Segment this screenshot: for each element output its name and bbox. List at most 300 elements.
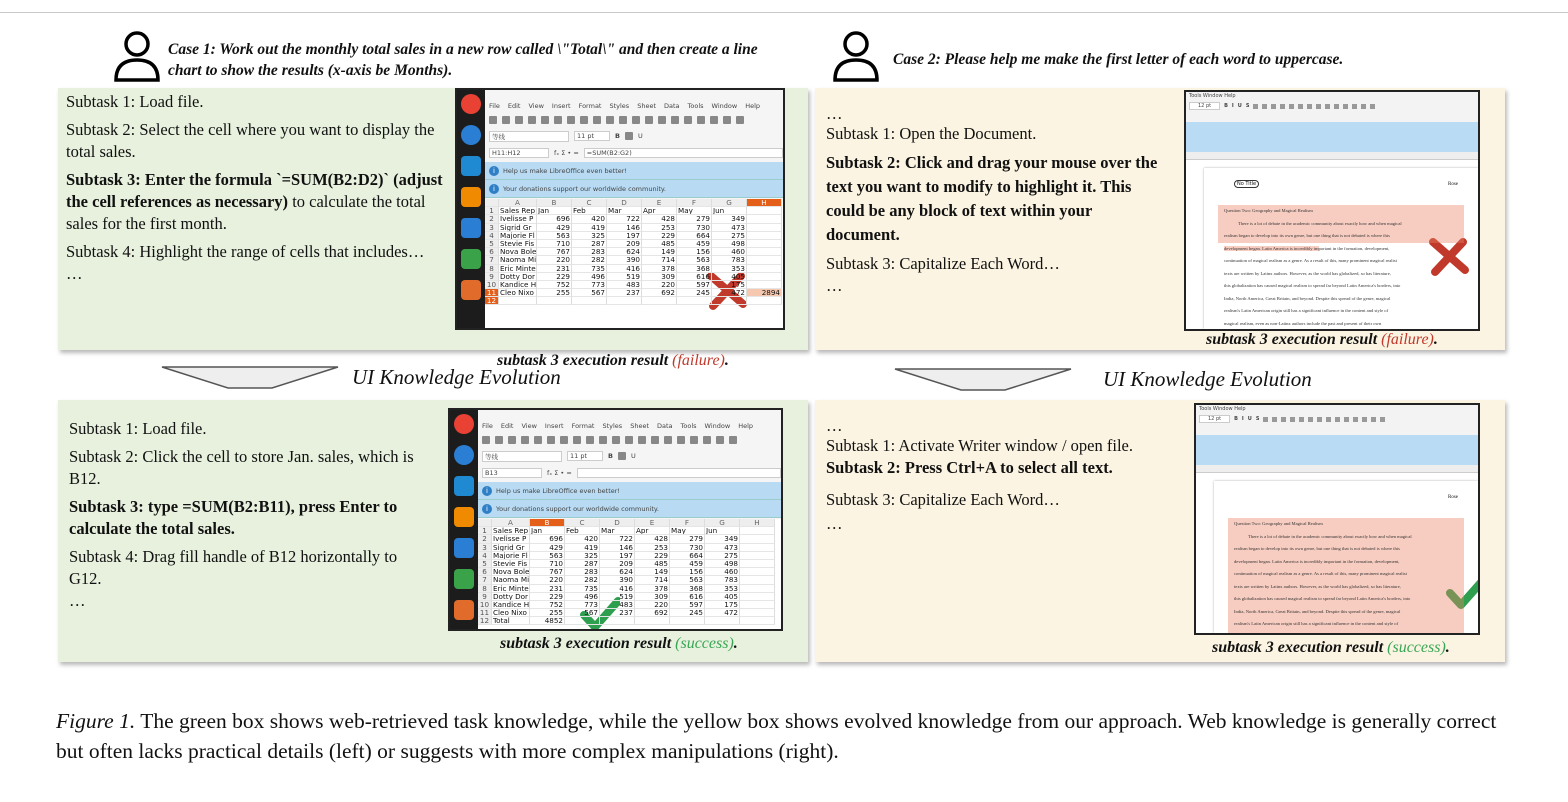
down-arrow-icon: [160, 364, 340, 390]
cell: Cleo Nixo: [499, 289, 537, 297]
ellipsis: …: [826, 104, 843, 123]
cell: 473: [705, 544, 740, 552]
row-number: 2: [478, 535, 492, 543]
function-icons: fₓ Σ • =: [547, 469, 572, 477]
cell: 783: [712, 256, 747, 264]
result-suffix: .: [724, 352, 729, 369]
cell: 567: [565, 609, 600, 617]
menu-file[interactable]: File: [489, 102, 500, 110]
table-row: [485, 215, 783, 223]
menu-help[interactable]: Help: [738, 422, 754, 430]
toolbar-button-icon: [723, 116, 731, 124]
toolbar-button-icon: [1290, 417, 1295, 422]
row-number: 8: [478, 585, 492, 593]
evolved-knowledge-case-2: [826, 415, 1166, 541]
subtask-4: Subtask 4: Highlight the range of cells that includes…: [66, 242, 425, 261]
info-text: Your donations support our worldwide community.: [496, 504, 659, 513]
toolbar-button-icon: [1298, 104, 1303, 109]
toolbar-button-icon: [1326, 417, 1331, 422]
cell: 175: [712, 281, 747, 289]
result-caption-failure: [1206, 331, 1438, 349]
cell: 282: [565, 576, 600, 584]
toolbar-button-icon: [534, 436, 542, 444]
subtask-3-bold: Subtask 3: Enter the formula `=SUM(B2:D2)` (adjust the cell references as necessary): [66, 170, 443, 211]
toolbar-button-icon: [1280, 104, 1285, 109]
font-name-box[interactable]: 等线: [489, 131, 569, 142]
subtask-1: Subtask 1: Activate Writer window / open file.: [826, 436, 1133, 455]
row-number: 9: [478, 593, 492, 601]
cell: [499, 297, 537, 305]
menu-window[interactable]: Window: [704, 422, 731, 430]
font-toolbar: [478, 450, 781, 462]
cell: Nova Bole: [500, 248, 537, 257]
toolbar-button-icon: [1343, 104, 1348, 109]
success-label: (success): [675, 635, 734, 652]
document-line: texts are written by Latinx authors. However, as the world has globalized, so has literature,: [1224, 270, 1391, 276]
toolbar-button-icon: [1353, 417, 1358, 422]
cell: 459: [670, 560, 705, 568]
cell: [635, 617, 670, 625]
cell: [747, 232, 782, 240]
cell: 416: [600, 585, 635, 593]
toolbar-button-icon: [1344, 417, 1349, 422]
cell: 472: [705, 609, 740, 617]
toolbar-button-icon: [1325, 104, 1330, 109]
menu-view[interactable]: View: [528, 102, 544, 110]
web-knowledge-case-1: [66, 91, 451, 291]
cell: 519: [600, 593, 635, 601]
toolbar-button-icon: [554, 116, 562, 124]
name-box[interactable]: B13: [482, 468, 542, 478]
toolbar-button-icon: [1361, 104, 1366, 109]
cell: 563: [530, 552, 565, 560]
cell: 309: [635, 593, 670, 601]
info-text: Your donations support our worldwide community.: [503, 184, 666, 193]
toolbar-button-icon: [1289, 104, 1294, 109]
document-line: India, North America, Great Britain, and beyond. Despite this spread of the genre, magical: [1224, 295, 1391, 301]
cell: [572, 297, 607, 305]
document-line: this globalization has caused magical realism to spread far beyond Latin America's borders, into: [1228, 593, 1464, 606]
cell: 459: [677, 240, 712, 248]
document-line: realism began to develop into its own genre, but one thing that is not debated is where this: [1228, 543, 1464, 556]
italic-button-icon: [618, 452, 626, 460]
toolbar-button-icon: [580, 116, 588, 124]
cell: Jan: [537, 207, 572, 215]
cell: Total: [492, 617, 530, 625]
cell: 563: [537, 232, 572, 240]
row-number: 1: [485, 207, 499, 215]
app-dock: [457, 90, 485, 328]
cell: 209: [600, 560, 635, 568]
toolbar-button-icon: [1362, 417, 1367, 422]
vlc-icon: [461, 187, 481, 207]
toolbar-button-icon: [573, 436, 581, 444]
cell: 197: [607, 232, 642, 240]
cell: [712, 297, 747, 305]
selected-text: development began. Latin America is incredibly im: [1224, 245, 1319, 251]
text: portant in the formation, development,: [1318, 245, 1390, 251]
column-header-E: E: [642, 199, 677, 207]
cell: 229: [537, 273, 572, 281]
column-header-G: G: [705, 519, 740, 527]
cell: 253: [635, 544, 670, 552]
toolbar-button-icon: [703, 436, 711, 444]
menu-edit[interactable]: Edit: [507, 102, 521, 110]
cell: [747, 224, 782, 232]
cell: 275: [712, 232, 747, 240]
subtask-3-rest: to calculate the total sales for the first month.: [66, 192, 426, 233]
menu-insert[interactable]: Insert: [551, 102, 571, 110]
spreadsheet-grid: [478, 519, 781, 629]
document-line: There is a lot of debate in the academic community about exactly how and when magical: [1228, 531, 1464, 544]
document-line: realism's Latin American origin still has a significant influence in the content and style of: [1224, 308, 1389, 313]
subtask-4: Subtask 4: Drag fill handle of B12 horizontally to G12.: [69, 547, 398, 588]
row-number: 1: [478, 527, 492, 535]
failure-label: (failure): [1381, 331, 1434, 348]
format-button-B: B: [1224, 103, 1228, 109]
cell: [740, 617, 775, 625]
row-number: 9: [485, 273, 499, 281]
cell: 460: [705, 568, 740, 576]
info-text: Help us make LibreOffice even better!: [496, 486, 621, 495]
function-icons: fₓ Σ • =: [554, 149, 579, 157]
column-header-A: A: [492, 519, 530, 527]
toolbar-button-icon: [1272, 417, 1277, 422]
document-line: [1228, 631, 1464, 636]
cell: 146: [607, 224, 642, 232]
cell: 616: [677, 273, 712, 281]
menu-tools[interactable]: Tools: [680, 422, 697, 430]
writer-toolbar: [1196, 405, 1478, 435]
cell: [747, 207, 782, 215]
cell: [670, 617, 705, 625]
subtask-3: Subtask 3: type =SUM(B2:B11), press Enter to calculate the total sales.: [69, 497, 398, 538]
cell: 773: [572, 281, 607, 289]
cell: Naoma Mi: [493, 576, 530, 585]
column-header-row: [485, 199, 783, 207]
column-header-D: D: [600, 519, 635, 527]
figure-label: Figure 1.: [56, 709, 136, 733]
row-number: 3: [485, 224, 499, 232]
cell: 428: [635, 535, 670, 543]
table-row: [485, 265, 783, 273]
cell: Sigrid Gr: [499, 224, 537, 232]
evolution-label: UI Knowledge Evolution: [1103, 367, 1312, 391]
calc-window: [478, 410, 781, 629]
cell: [607, 297, 642, 305]
table-row: [485, 273, 783, 281]
document-line: continuation of magical realism as a genre. As a result of this, many prominent magical realist: [1224, 258, 1397, 263]
cell: Dotty Dor: [493, 592, 528, 601]
table-row: [485, 256, 783, 264]
cell: 664: [670, 552, 705, 560]
cell: Jan: [530, 527, 565, 535]
evolved-knowledge-case-1: [69, 418, 429, 618]
cell: Kandice H: [493, 600, 530, 609]
table-row: [485, 224, 783, 232]
font-name-box[interactable]: 等线: [482, 451, 562, 462]
result-caption-success: [1212, 639, 1450, 657]
menu-format[interactable]: Format: [571, 422, 595, 430]
toolbar-button-icon: [502, 116, 510, 124]
cell: 420: [572, 215, 607, 223]
cell: 696: [537, 215, 572, 223]
cell: 353: [705, 585, 740, 593]
calc-window: [485, 90, 783, 328]
table-row: [478, 576, 781, 584]
menu-styles[interactable]: Styles: [609, 102, 630, 110]
menu-styles[interactable]: Styles: [602, 422, 623, 430]
row-number: 5: [485, 240, 499, 248]
cell: 783: [705, 576, 740, 584]
cell: 563: [677, 256, 712, 264]
info-icon: i: [482, 486, 492, 496]
user-icon: [832, 30, 880, 82]
row-number: 10: [478, 601, 492, 609]
result-caption-success: [500, 635, 738, 653]
cell: 378: [642, 265, 677, 273]
menu-edit[interactable]: Edit: [500, 422, 514, 430]
column-header-F: F: [670, 519, 705, 527]
row-number: 11: [485, 289, 499, 297]
cell: 231: [537, 265, 572, 273]
row-number: 5: [478, 560, 492, 568]
cell: 279: [677, 215, 712, 223]
document-line: There is a lot of debate in the academic community about exactly how and when magical: [1218, 218, 1464, 231]
toolbar-button-icon: [619, 116, 627, 124]
result-suffix: .: [1445, 639, 1450, 656]
cell: 664: [677, 232, 712, 240]
column-header-G: G: [712, 199, 747, 207]
toolbar-button-icon: [658, 116, 666, 124]
cell: [705, 617, 740, 625]
toolbar-button-icon: [1317, 417, 1322, 422]
table-row: [478, 593, 781, 601]
font-size-box[interactable]: 11 pt: [574, 131, 610, 141]
formula-input[interactable]: =SUM(B2:G2): [584, 148, 783, 158]
formula-bar: [485, 147, 783, 159]
cell: [600, 617, 635, 625]
cell: 710: [537, 240, 572, 248]
document-line: texts are written by Latinx authors. However, as the world has globalized, so has literature,: [1228, 581, 1464, 594]
toolbar-button-icon: [528, 116, 536, 124]
toolbar-button-icon: [489, 116, 497, 124]
cell: 149: [642, 248, 677, 256]
cell: Mar: [607, 207, 642, 215]
cell: 767: [537, 248, 572, 256]
cell: 567: [572, 289, 607, 297]
toolbar-button-icon: [638, 436, 646, 444]
table-row: [478, 552, 781, 560]
subtask-2: Subtask 2: Click and drag your mouse over the text you want to modify to highlight it. This could be any block of text within your document.: [826, 153, 1158, 244]
column-header-H: H: [747, 199, 782, 207]
cell: 197: [600, 552, 635, 560]
table-row: [478, 535, 781, 543]
cell: 597: [670, 601, 705, 609]
impress-icon: [454, 600, 474, 620]
cell: 752: [537, 281, 572, 289]
cell: Jun: [712, 207, 747, 215]
cell: 390: [600, 576, 635, 584]
menu-sheet[interactable]: Sheet: [630, 422, 649, 430]
menu-bar: Tools Window Help: [1199, 406, 1246, 412]
menu-sheet[interactable]: Sheet: [637, 102, 656, 110]
table-row: [478, 601, 781, 609]
ellipsis: …: [69, 591, 86, 610]
menu-window[interactable]: Window: [711, 102, 738, 110]
cell: 2894: [747, 289, 782, 297]
toolbar-button-icon: [677, 436, 685, 444]
table-row: [485, 207, 783, 215]
toolbar-button-icon: [586, 436, 594, 444]
cell: 472: [712, 289, 747, 297]
row-number: 4: [485, 232, 499, 240]
top-rule: [0, 12, 1568, 13]
toolbar: [478, 434, 781, 446]
toolbar-button-icon: [599, 436, 607, 444]
menu-help[interactable]: Help: [745, 102, 761, 110]
row-number: 12: [478, 617, 492, 625]
cell: 416: [607, 265, 642, 273]
cell: 483: [607, 281, 642, 289]
case-1-title: Case 1: Work out the monthly total sales in a new row called \"Total\" and then create a line chart to show the results (x-axis be Months).: [168, 41, 758, 79]
toolbar-button-icon: [547, 436, 555, 444]
cell: Jun: [705, 527, 740, 535]
row-number: 7: [478, 576, 492, 584]
toolbar-button-icon: [508, 436, 516, 444]
toolbar-button-icon: [1380, 417, 1385, 422]
cell: 349: [712, 215, 747, 223]
result-suffix: .: [1433, 331, 1438, 348]
cell: 253: [642, 224, 677, 232]
subtask-3: Subtask 3: Capitalize Each Word…: [826, 490, 1060, 509]
ellipsis: …: [66, 264, 83, 283]
cell: 692: [642, 289, 677, 297]
subtask-1: Subtask 1: Load file.: [66, 92, 204, 111]
menu-bar: [478, 422, 781, 430]
writer-icon: [461, 218, 481, 238]
toolbar-button-icon: [632, 116, 640, 124]
cell: [740, 527, 775, 535]
toolbar-button-icon: [482, 436, 490, 444]
cell: [740, 609, 775, 617]
corner: [485, 199, 499, 207]
format-button-U: U: [1237, 103, 1242, 109]
menu-insert[interactable]: Insert: [544, 422, 564, 430]
ruler: [1196, 465, 1478, 473]
cell: 498: [712, 240, 747, 248]
toolbar: [485, 114, 783, 126]
column-header-A: A: [499, 199, 537, 207]
row-number: 6: [485, 248, 499, 256]
failure-label: (failure): [672, 352, 725, 369]
cell: 473: [712, 224, 747, 232]
cell: [747, 297, 782, 305]
cell: 325: [572, 232, 607, 240]
cell: 156: [677, 248, 712, 256]
column-header-E: E: [635, 519, 670, 527]
info-icon: i: [489, 184, 499, 194]
toolbar-button-icon: [1281, 417, 1286, 422]
table-row: [478, 617, 781, 625]
result-prefix: subtask 3 execution result: [1206, 331, 1382, 348]
toolbar-button-icon: [1262, 104, 1267, 109]
cell: 419: [572, 224, 607, 232]
subtask-2: Subtask 2: Select the cell where you want to display the total sales.: [66, 120, 435, 161]
writer-toolbar: [1186, 92, 1478, 122]
name-box[interactable]: H11:H12: [489, 148, 549, 158]
cell: Sigrid Gr: [492, 544, 530, 552]
toolbar-button-icon: [1253, 104, 1258, 109]
toolbar-button-icon: [1316, 104, 1321, 109]
cell: Stevie Fis: [499, 240, 537, 248]
column-header-C: C: [565, 519, 600, 527]
document-line: development began. Latin America is incredibly important in the formation, development,: [1228, 556, 1464, 569]
cell: 209: [607, 240, 642, 248]
cell: 696: [530, 535, 565, 543]
cell: 730: [670, 544, 705, 552]
cell: 420: [565, 535, 600, 543]
toolbar-button-icon: [664, 436, 672, 444]
menu-data[interactable]: Data: [664, 102, 680, 110]
formula-bar: [478, 467, 781, 479]
menu-data[interactable]: Data: [657, 422, 673, 430]
document-page: [1204, 168, 1478, 329]
cell: Apr: [635, 527, 670, 535]
font-toolbar: [485, 130, 783, 142]
row-number: 7: [485, 256, 499, 264]
result-suffix: .: [733, 635, 738, 652]
row-number: 8: [485, 265, 499, 273]
row-number: 3: [478, 544, 492, 552]
font-size-box[interactable]: 11 pt: [567, 451, 603, 461]
app-dock: [450, 410, 478, 629]
menu-tools[interactable]: Tools: [687, 102, 704, 110]
table-row: [478, 568, 781, 576]
format-button-I: I: [1231, 103, 1234, 109]
toolbar-button-icon: [1271, 104, 1276, 109]
toolbar-button-icon: [645, 116, 653, 124]
vlc-icon: [454, 507, 474, 527]
subtask-2: Subtask 2: Click the cell to store Jan. sales, which is B12.: [69, 447, 414, 488]
cell: [747, 273, 782, 281]
cell: 428: [642, 215, 677, 223]
result-prefix: subtask 3 execution result: [497, 352, 673, 369]
underline-button: U: [630, 452, 636, 460]
cell: 616: [670, 593, 705, 601]
cell: 255: [537, 289, 572, 297]
table-row: [485, 289, 783, 297]
cell: 149: [635, 568, 670, 576]
cell: 229: [642, 232, 677, 240]
cell: [740, 601, 775, 609]
menu-view[interactable]: View: [521, 422, 537, 430]
cell: 287: [565, 560, 600, 568]
cell: [747, 215, 782, 223]
cell: 419: [565, 544, 600, 552]
case-2-title: Case 2: Please help me make the first letter of each word to uppercase.: [893, 51, 1344, 68]
cell: [740, 585, 775, 593]
writer-icon: [454, 538, 474, 558]
cell: Ivelisse P: [499, 215, 537, 223]
menu-format[interactable]: Format: [578, 102, 602, 110]
menu-file[interactable]: File: [482, 422, 493, 430]
formula-input[interactable]: [577, 468, 781, 478]
cell: [747, 256, 782, 264]
thunderbird-icon: [454, 445, 474, 465]
subtask-3: Subtask 3: Capitalize Each Word…: [826, 254, 1060, 273]
column-header-B: B: [530, 519, 565, 527]
